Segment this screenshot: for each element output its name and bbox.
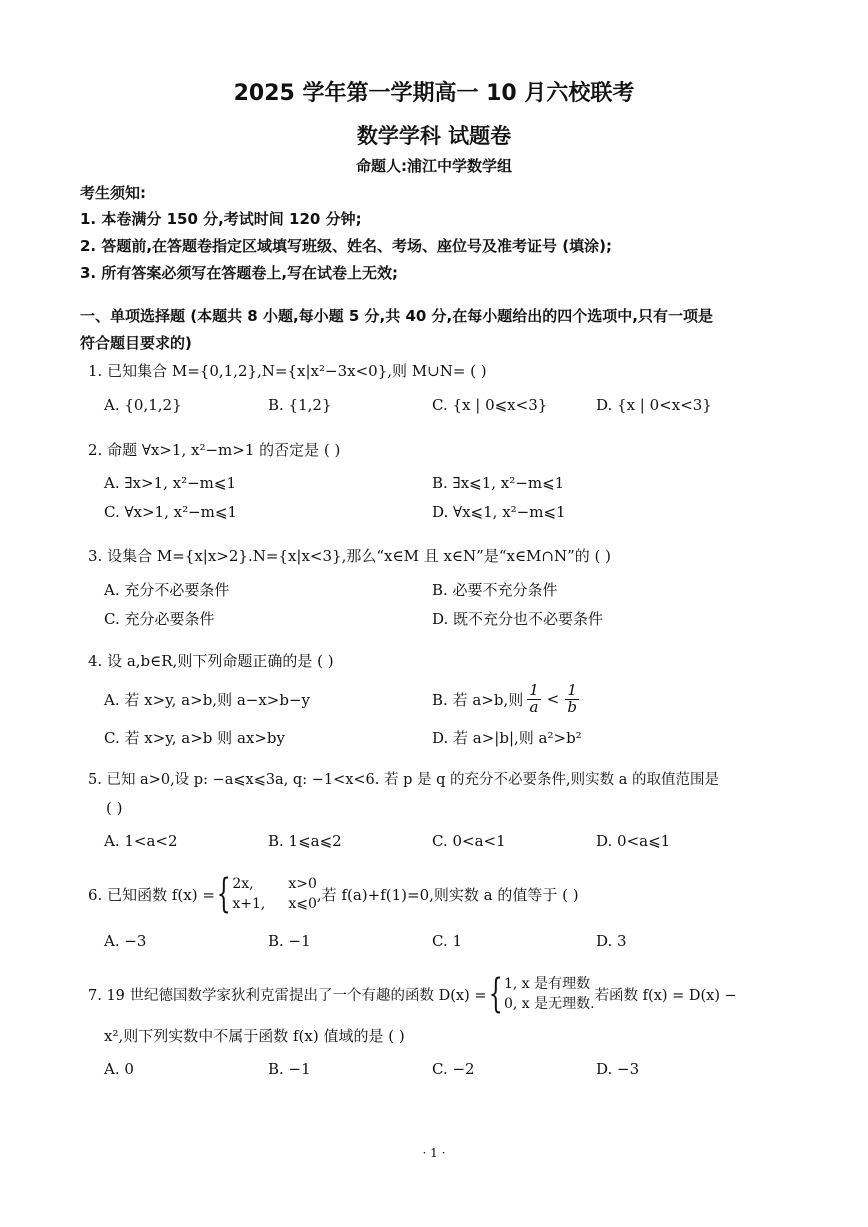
exam-title: 2025 学年第一学期高一 10 月六校联考 [233, 81, 635, 106]
question-1-option-b: B. {1,2} [268, 396, 332, 414]
question-6-stem-prefix: 6. 已知函数 f(x) = [88, 885, 215, 904]
question-7-stem-prefix: 7. 19 世纪德国数学家狄利克雷提出了一个有趣的函数 D(x) = [88, 987, 487, 1004]
question-7-option-a: A. 0 [104, 1060, 134, 1078]
question-6-option-b: B. −1 [268, 932, 311, 950]
question-4-option-a: A. 若 x>y, a>b,则 a−x>b−y [104, 691, 311, 709]
notice-item: 3. 所有答案必须写在答题卷上,写在试卷上无效; [80, 264, 399, 282]
page-number: · 1 · [422, 1146, 446, 1160]
question-1-option-d: D. {x | 0<x<3} [596, 396, 712, 414]
question-3-option-a: A. 充分不必要条件 [104, 581, 230, 599]
fraction-denominator: b [567, 697, 577, 716]
question-3-option-d: D. 既不充分也不必要条件 [432, 610, 604, 628]
fraction-numerator: 1 [529, 680, 539, 699]
piece-expression: x+1, [232, 896, 266, 912]
section-heading: 一、单项选择题 (本题共 8 小题,每小题 5 分,共 40 分,在每小题给出的四个选项中,只有一项是 [80, 307, 713, 325]
question-2-option-b: B. ∃x⩽1, x²−m⩽1 [432, 474, 565, 492]
question-7-option-c: C. −2 [432, 1060, 475, 1078]
piecewise-row: 1, x 是有理数 [503, 976, 591, 992]
question-5-option-b: B. 1⩽a⩽2 [268, 832, 342, 850]
question-4-option-d: D. 若 a>|b|,则 a²>b² [432, 729, 582, 747]
piece-expression: 2x, [232, 876, 254, 892]
question-1-option-c: C. {x | 0⩽x<3} [432, 396, 548, 414]
fraction-one-over-a [527, 680, 541, 716]
question-6-stem [88, 870, 579, 918]
question-2-option-a: A. ∃x>1, x²−m⩽1 [104, 474, 236, 492]
piecewise-row [232, 874, 317, 894]
question-4-option-b-text: B. 若 a>b,则 [432, 690, 524, 709]
question-4-option-c: C. 若 x>y, a>b 则 ax>by [104, 729, 285, 747]
section-heading-cont: 符合题目要求的) [80, 334, 192, 352]
question-7-stem [88, 970, 737, 1018]
question-3-option-b: B. 必要不充分条件 [432, 581, 558, 599]
question-7-stem-suffix: 若函数 f(x) = D(x) − [594, 987, 737, 1004]
piece-condition: x>0 [288, 876, 317, 892]
notice-item: 1. 本卷满分 150 分,考试时间 120 分钟; [80, 210, 362, 228]
exam-subtitle: 数学学科 试题卷 [356, 124, 512, 148]
piecewise-function [232, 874, 317, 914]
question-4-stem: 4. 设 a,b∈R,则下列命题正确的是 ( ) [88, 652, 334, 670]
notice-item: 2. 答题前,在答题卷指定区域填写班级、姓名、考场、座位号及准考证号 (填涂); [80, 237, 612, 255]
question-3-stem: 3. 设集合 M={x|x>2}.N={x|x<3},那么“x∈M 且 x∈N”是“x∈M∩N”的 ( ) [88, 547, 612, 565]
left-brace: { [216, 871, 231, 917]
question-2-stem: 2. 命题 ∀x>1, x²−m>1 的否定是 ( ) [88, 441, 341, 459]
question-7-stem-cont: x²,则下列实数中不属于函数 f(x) 值域的是 ( ) [104, 1027, 405, 1045]
fraction-denominator: a [529, 697, 539, 716]
question-7-option-d: D. −3 [596, 1060, 640, 1078]
question-1-option-a: A. {0,1,2} [104, 396, 182, 414]
question-4-option-b [432, 681, 579, 717]
left-brace: { [488, 971, 503, 1017]
exam-author: 命题人:浦江中学数学组 [356, 157, 512, 175]
fraction-numerator: 1 [565, 683, 579, 700]
piecewise-row: 0, x 是无理数. [503, 996, 595, 1012]
notice-heading: 考生须知: [80, 184, 146, 202]
question-6-option-d: D. 3 [596, 932, 627, 950]
fraction-relation: < [546, 690, 560, 708]
question-6-option-c: C. 1 [432, 932, 463, 950]
question-6-stem-suffix: ,若 f(a)+f(1)=0,则实数 a 的值等于 ( ) [316, 885, 579, 904]
question-5-option-c: C. 0<a<1 [432, 832, 506, 850]
fraction-one-over-b [565, 680, 579, 716]
question-5-option-d: D. 0<a⩽1 [596, 832, 671, 850]
question-2-option-d: D. ∀x⩽1, x²−m⩽1 [432, 503, 566, 521]
question-5-option-a: A. 1<a<2 [104, 832, 178, 850]
question-3-option-c: C. 充分必要条件 [104, 610, 215, 628]
question-1-stem: 1. 已知集合 M={0,1,2},N={x|x²−3x<0},则 M∪N= ( ) [88, 362, 487, 380]
question-7-option-b: B. −1 [268, 1060, 311, 1078]
piece-condition: x⩽0 [288, 896, 317, 912]
question-6-option-a: A. −3 [104, 932, 147, 950]
piecewise-function [504, 974, 595, 1014]
piecewise-row [232, 894, 317, 914]
question-2-option-c: C. ∀x>1, x²−m⩽1 [104, 503, 238, 521]
question-5-stem-cont: ( ) [106, 799, 123, 817]
question-5-stem: 5. 已知 a>0,设 p: −a⩽x⩽3a, q: −1<x<6. 若 p 是 q 的充分不必要条件,则实数 a 的取值范围是 [88, 772, 719, 788]
